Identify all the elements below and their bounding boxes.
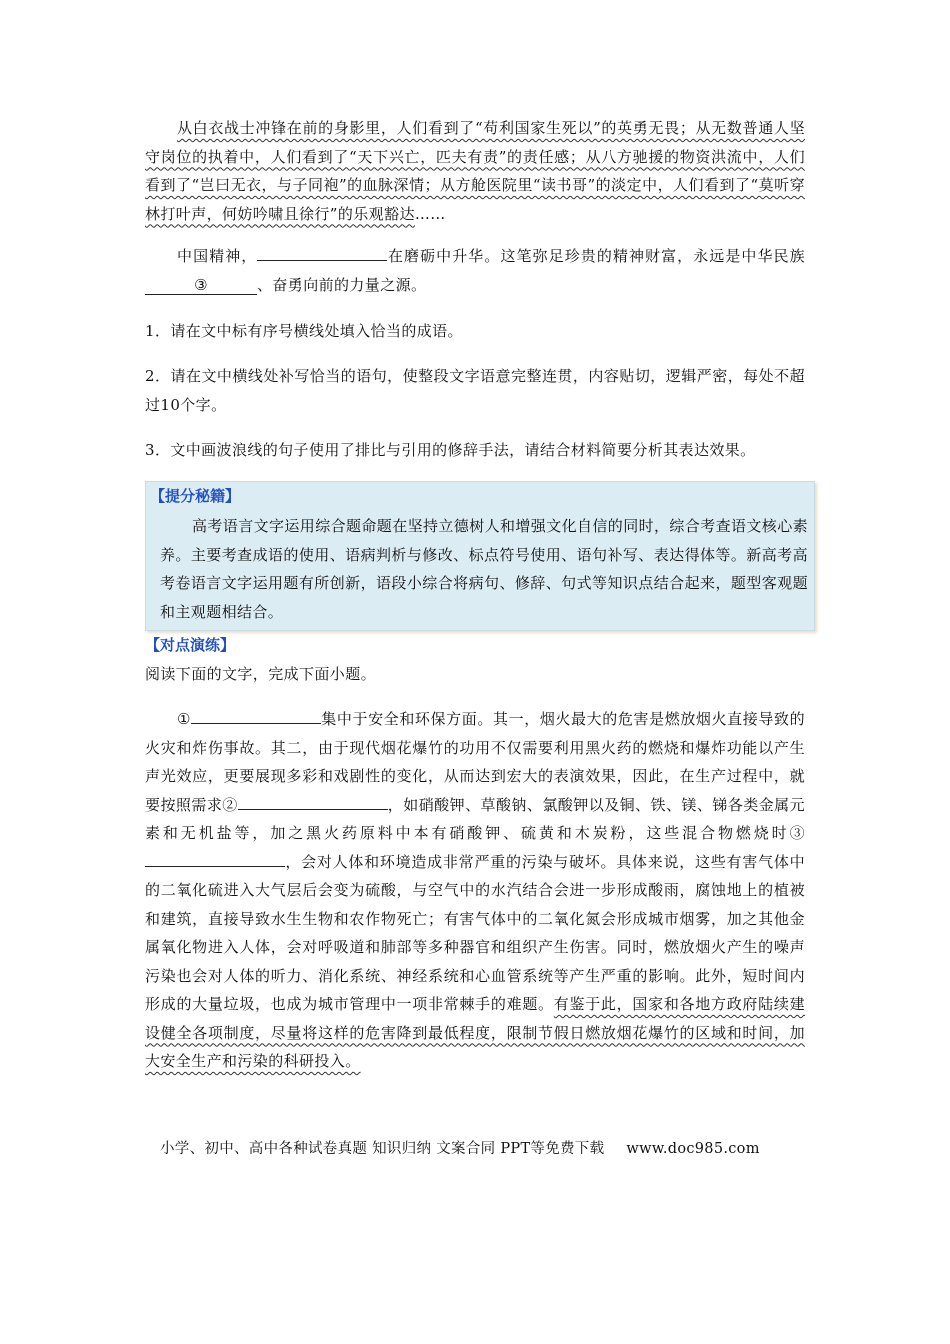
fill-in-blank[interactable]: [257, 242, 387, 261]
footer-site-link[interactable]: www.doc985.com: [626, 1141, 760, 1157]
blank-number: ③: [194, 275, 208, 294]
fill-in-blank-3[interactable]: [145, 848, 285, 867]
tip-title: 【提分秘籍】: [150, 487, 241, 505]
ellipsis: ……: [414, 204, 446, 223]
passage-text: 集中于安全和环保方面。其一，烟火最大的危害是燃放烟火直接导致的火灾和炸伤事故。其二，由于现代烟花爆竹的功用不仅需要利用黑火药的燃烧和爆炸功能以产生声光效应，更要展现多彩和戏剧性的变化，从而达到宏大的表演效果，因此，在生产过程中，就要按照需求: [145, 710, 805, 814]
footer-text: 小学、初中、高中各种试卷真题 知识归纳 文案合同 PPT等免费下载: [160, 1141, 605, 1157]
practice-instruction: 阅读下面的文字，完成下面小题。: [145, 665, 377, 683]
paragraph-text: 在磨砺中升华。这笔弥足珍贵的精神财富，永远是中华民族: [387, 247, 805, 265]
practice-title: 【对点演练】: [145, 636, 236, 654]
reading-paragraph-1: [145, 114, 805, 228]
wavy-underlined-sentence: 从白衣战士冲锋在前的身影里，人们看到了“苟利国家生死以”的英勇无畏；从无数普通人坚守岗位的执着中，人们看到了“天下兴亡，匹夫有责”的责任感；从八方驰援的物资洪流中，人们看到了“岂曰无衣，与子同袍”的血脉深情；从方舱医院里“读书哥”的淡定中，人们看到了“莫听穿林打叶声，何妨吟啸且徐行”的乐观豁达: [145, 119, 805, 223]
fill-in-blank-3[interactable]: [145, 276, 257, 295]
passage-text: ，会对人体和环境造成非常严重的污染与破坏。具体来说，这些有害气体中的二氧化硫进入大气层后会变为硫酸，与空气中的水汽结合会进一步形成酸雨，腐蚀地上的植被和建筑，直接导致水生生物和农作物死亡；有害气体中的二氧化氮会形成城市烟雾，加之其他金属氧化物进入人体，会对呼吸道和肺部等多种器官和组织产生伤害。同时，燃放烟火产生的噪声污染也会对人体的听力、消化系统、神经系统和心血管系统等产生严重的影响。此外，短时间内形成的大量垃圾，也成为城市管理中一项非常棘手的难题。: [145, 852, 805, 1013]
question-2: 2．请在文中横线处补写恰当的语句，使整段文字语意完整连贯，内容贴切，逻辑严密，每处不超过10个字。: [145, 367, 805, 414]
question-1: 1．请在文中标有序号横线处填入恰当的成语。: [145, 322, 463, 340]
reading-paragraph-2: [145, 242, 805, 299]
blank-number: ①: [177, 710, 192, 728]
blank-number: ③: [789, 824, 805, 842]
paragraph-text: 中国精神，: [177, 247, 258, 265]
paragraph-text: 、奋勇向前的力量之源。: [257, 275, 427, 294]
wavy-underlined-sentence: 有鉴于此，国家和各地方政府陆续建设健全各项制度，尽量将这样的危害降到最低程度，限制节假日燃放烟花爆竹的区域和时间，加大安全生产和污染的科研投入。: [145, 995, 805, 1070]
tip-body: 高考语言文字运用综合题命题在坚持立德树人和增强文化自信的同时，综合考查语文核心素养。主要考查成语的使用、语病判析与修改、标点符号使用、语句补写、表达得体等。新高考高考卷语言文字运用题有所创新，语段小综合将病句、修辞、句式等知识点结合起来，题型客观题和主观题相结合。: [160, 517, 809, 621]
question-3: 3．文中画波浪线的句子使用了排比与引用的修辞手法，请结合材料简要分析其表达效果。: [145, 441, 756, 459]
practice-passage: [145, 705, 805, 1076]
blank-number: ②: [222, 795, 238, 814]
fill-in-blank-1[interactable]: [191, 705, 321, 724]
footer: [160, 1137, 800, 1161]
passage-text: ，如硝酸钾、草酸钠、氯酸钾以及铜、铁、镁、锑各类金属元素和无机盐等，加之黑火药原料中本有硝酸钾、硫黄和木炭粉，这些混合物燃烧时: [145, 795, 805, 842]
fill-in-blank-2[interactable]: [238, 791, 388, 810]
